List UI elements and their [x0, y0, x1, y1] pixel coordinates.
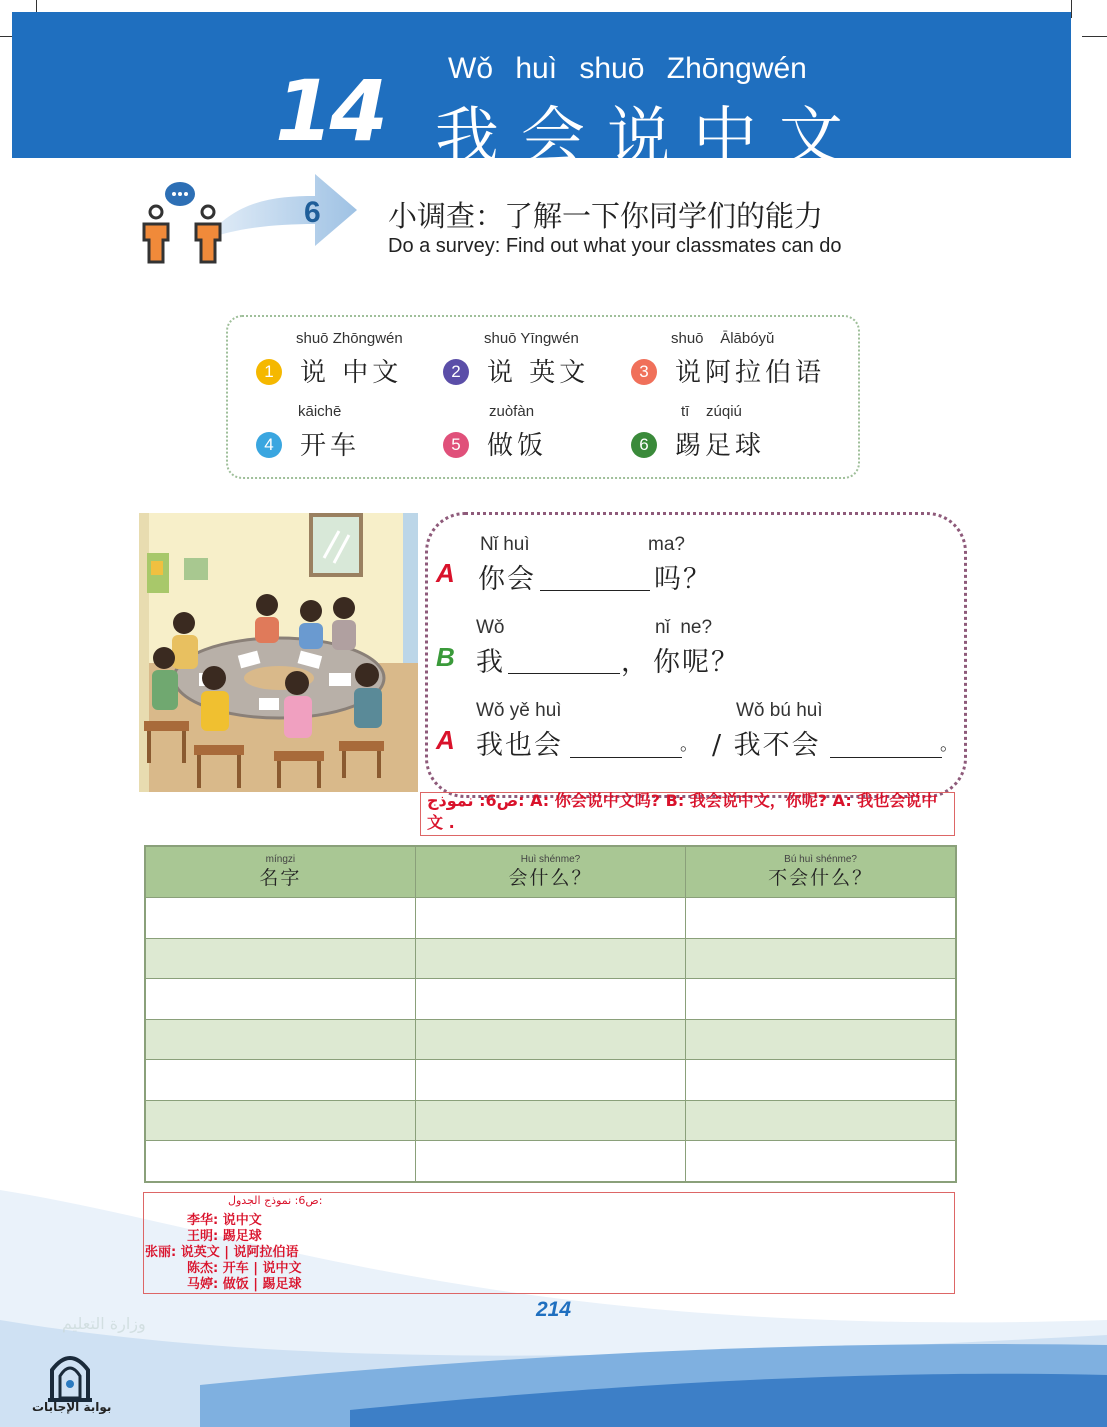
dialogue-pinyin: Wǒ bú huì — [736, 700, 823, 721]
answer-line: 陈杰: 开车 | 说中文 — [187, 1261, 302, 1276]
dialogue-pinyin: ma? — [648, 534, 685, 555]
column-header-text: 名字 — [259, 867, 302, 889]
option-pinyin: shuō Yīngwén — [484, 330, 579, 347]
page-number: 214 — [536, 1298, 572, 1321]
table-cell[interactable] — [686, 1141, 956, 1182]
option-text: 开车 — [300, 431, 361, 461]
answer-line: 张丽: 说英文 | 说阿拉伯语 — [145, 1245, 299, 1260]
dialogue-pinyin: Wǒ — [476, 617, 505, 638]
table-cell[interactable] — [415, 1060, 685, 1101]
speaker-a-label: A — [436, 725, 455, 755]
table-cell[interactable] — [415, 1141, 685, 1182]
lesson-title: 我会说中文 — [435, 101, 865, 175]
ministry-watermark: وزارة التعليم — [62, 1314, 146, 1333]
table-cell[interactable] — [145, 1100, 415, 1141]
column-header-text: 不会什么？ — [768, 867, 874, 889]
option-text: 说 英文 — [487, 358, 590, 388]
fill-in-blank[interactable] — [540, 588, 650, 591]
dialogue-pinyin: Nǐ huì — [480, 534, 530, 555]
option-number-badge: 3 — [631, 359, 657, 385]
column-header-pinyin: míngzi — [265, 854, 296, 865]
answer-line: 李华: 说中文 — [187, 1213, 262, 1228]
activity-number: 6 — [304, 196, 321, 229]
table-cell[interactable] — [686, 979, 956, 1020]
option-number-badge: 4 — [256, 432, 282, 458]
crop-mark — [1082, 36, 1107, 37]
table-cell[interactable] — [415, 1100, 685, 1141]
activity-title: 小调查：了解一下你同学们的能力 — [388, 199, 824, 233]
option-text: 踢足球 — [675, 431, 766, 461]
speaker-b-label: B — [436, 642, 455, 672]
dialogue-text: 我也会 — [476, 730, 563, 761]
table-cell[interactable] — [145, 1060, 415, 1101]
table-cell[interactable] — [686, 898, 956, 939]
dialogue-text: / 我不会 — [712, 730, 821, 761]
table-cell[interactable] — [145, 1019, 415, 1060]
activity-subtitle: Do a survey: Find out what your classmates can do — [388, 235, 842, 257]
table-row — [145, 1060, 956, 1101]
lesson-title-pinyin: Wǒ huì shuō Zhōngwén — [448, 52, 807, 85]
table-cell[interactable] — [686, 938, 956, 979]
answer-line: 马婷: 做饭 | 踢足球 — [187, 1277, 302, 1292]
table-cell[interactable] — [145, 898, 415, 939]
table-row — [145, 898, 956, 939]
option-number-badge: 2 — [443, 359, 469, 385]
table-cell[interactable] — [686, 1100, 956, 1141]
table-cell[interactable] — [415, 1019, 685, 1060]
dialogue-text: ， — [621, 647, 650, 678]
dialogue-text: 。 — [680, 734, 700, 755]
option-number-badge: 1 — [256, 359, 282, 385]
option-pinyin: zuòfàn — [489, 403, 535, 420]
table-cell[interactable] — [415, 938, 685, 979]
option-pinyin: shuō Ālābóyǔ — [671, 330, 775, 347]
option-text: 做饭 — [487, 431, 548, 461]
column-header — [145, 846, 415, 898]
fill-in-blank[interactable] — [508, 671, 620, 674]
dialogue-text: 吗？ — [654, 564, 712, 595]
site-logo-text: بوابة الإجابات — [32, 1400, 112, 1414]
option-number-badge: 5 — [443, 432, 469, 458]
arrow-icon — [205, 170, 365, 250]
answer-heading: ص6: نموذج الجدول: — [228, 1194, 323, 1207]
table-row — [145, 1019, 956, 1060]
option-pinyin: shuō Zhōngwén — [296, 330, 403, 347]
dialogue-pinyin: nǐ ne? — [655, 617, 713, 638]
column-header-text: 会什么？ — [508, 867, 593, 889]
column-header — [415, 846, 685, 898]
dialogue-text: 你会 — [478, 564, 536, 595]
dialogue-text: 你呢？ — [653, 647, 740, 678]
table-cell[interactable] — [145, 1141, 415, 1182]
column-header-pinyin: Huì shénme? — [520, 854, 581, 865]
column-header — [686, 846, 956, 898]
table-cell[interactable] — [145, 979, 415, 1020]
option-text: 说阿拉伯语 — [675, 358, 826, 388]
dialogue-pinyin: Wǒ yě huì — [476, 700, 562, 721]
option-number-badge: 6 — [631, 432, 657, 458]
fill-in-blank[interactable] — [570, 755, 682, 758]
option-text: 说 中文 — [300, 358, 403, 388]
dialogue-text: 。 — [940, 734, 960, 755]
table-header-row — [145, 846, 956, 898]
table-cell[interactable] — [686, 1019, 956, 1060]
dialogue-text: 我 — [476, 647, 505, 678]
option-pinyin: tī zúqiú — [681, 403, 742, 420]
table-cell[interactable] — [145, 938, 415, 979]
answer-text: ص6: نموذج: A: 你会说中文吗? B: 我会说中文，你呢? A: 我也会说中文 . — [427, 791, 938, 832]
table-cell[interactable] — [415, 898, 685, 939]
column-header-pinyin: Bú huì shénme? — [784, 854, 857, 865]
crop-mark — [1071, 0, 1072, 18]
option-pinyin: kāichē — [298, 403, 342, 420]
survey-people-icon — [138, 178, 228, 268]
table-row — [145, 938, 956, 979]
fill-in-blank[interactable] — [830, 755, 942, 758]
classroom-illustration — [139, 513, 418, 792]
lesson-number: 14 — [275, 62, 384, 160]
table-row — [145, 979, 956, 1020]
table-row — [145, 1141, 956, 1182]
speaker-a-label: A — [436, 558, 455, 588]
table-cell[interactable] — [686, 1060, 956, 1101]
table-cell[interactable] — [415, 979, 685, 1020]
table-row — [145, 1100, 956, 1141]
survey-table — [144, 845, 957, 1183]
answer-line: 王明: 踢足球 — [187, 1229, 262, 1244]
